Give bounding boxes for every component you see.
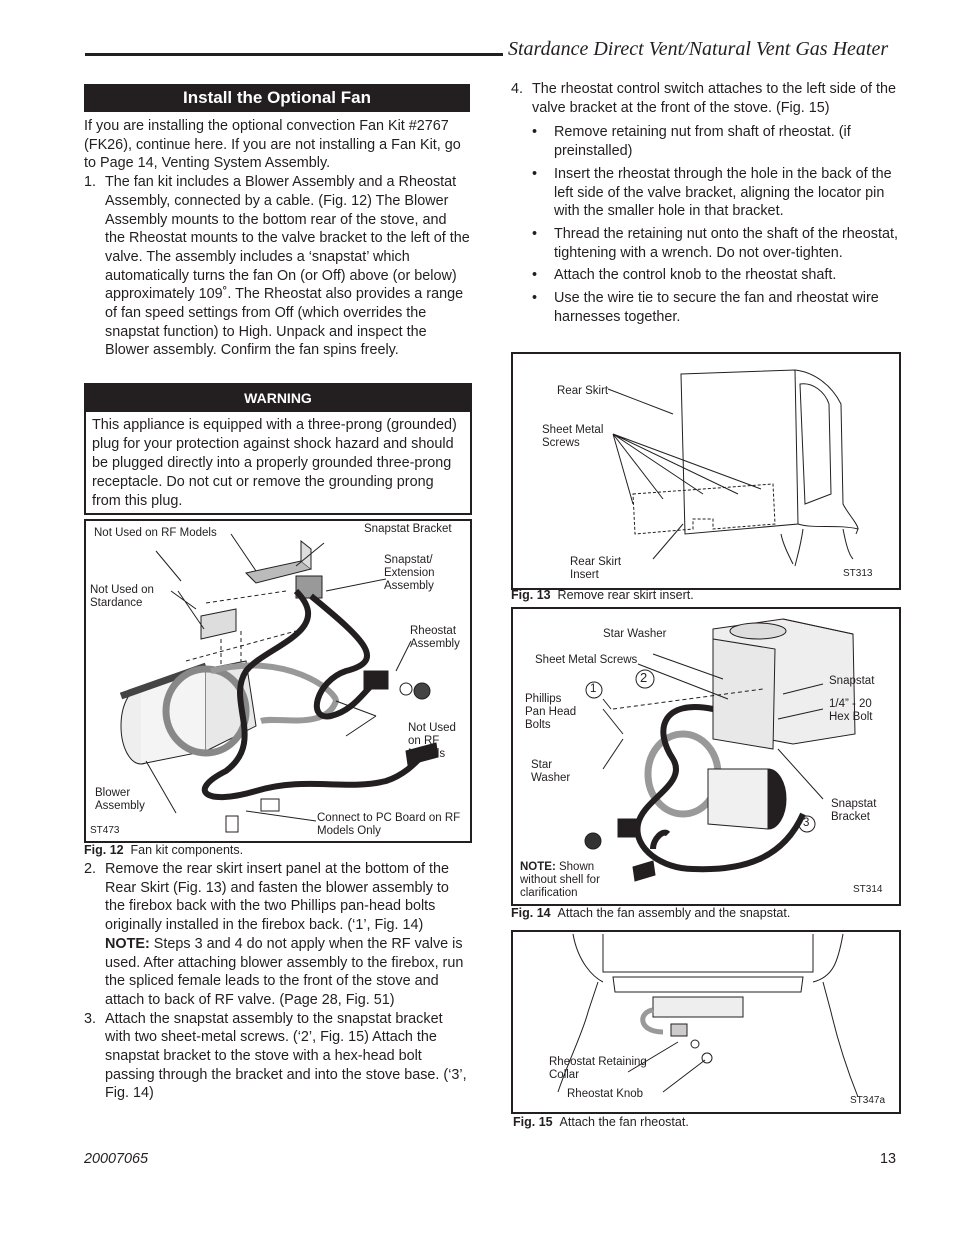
figure-14-caption — [511, 906, 790, 920]
intro-text: If you are installing the optional convection Fan Kit #2767 (FK26), continue here. If you are not installing a Fan Kit, go to Page 14, Venting System Assembly. — [84, 118, 461, 172]
bullet: • — [532, 124, 538, 141]
label-rheostat-assembly: Rheostat Assembly — [410, 625, 460, 650]
step-number: 4. — [511, 81, 524, 97]
label-retaining-collar: Rheostat Retaining Collar — [549, 1056, 647, 1081]
figure-13-rear-skirt — [511, 352, 901, 590]
list-item — [511, 225, 901, 262]
figure-15-caption — [513, 1115, 689, 1129]
list-item — [511, 289, 901, 326]
caption-text: Attach the fan assembly and the snapstat. — [557, 906, 791, 920]
label-not-used-stardance: Not Used on Stardance — [90, 584, 154, 609]
caption-text: Fan kit components. — [130, 843, 244, 857]
label-hex-bolt: 1/4” - 20 Hex Bolt — [829, 698, 873, 723]
step-number: 1. — [84, 174, 97, 191]
step-text: The fan kit includes a Blower Assembly and a Rheostat Assembly, connected by a cable. (Fig. 12) The Blower Assembly mounts to the bottom rear of the stove, and the Rheostat mounts to the valve bracket to the left of the valve. The assembly includes a ‘snapstat’ which automatically turns the fan On (or Off) above (or below) approximately 109˚. The Rheostat also provides a range of fan speed settings from Off (which overrides the snapstat function) to High. Unpack and inspect the Blower assembly. Confirm the fan spins freely. — [105, 174, 470, 359]
caption-number: Fig. 13 — [511, 588, 551, 602]
label-note — [520, 861, 620, 900]
label-connect-pc-board: Connect to PC Board on RF Models Only — [317, 812, 461, 837]
step-text: Remove the rear skirt insert panel at the bottom of the Rear Skirt (Fig. 13) and fasten the blower assembly to the firebox back with the two Phillips pan-head bolts originally installed in the firebox back. (‘1’, Fig. 14) — [105, 861, 449, 934]
bullet: • — [532, 267, 538, 284]
caption-number: Fig. 14 — [511, 906, 551, 920]
label-snapstat-extension: Snapstat/ Extension Assembly — [384, 554, 435, 592]
figure-12-fan-kit — [84, 519, 472, 843]
step-number: 3. — [84, 1010, 97, 1027]
step-number: 2. — [84, 861, 97, 877]
figure-code: ST314 — [853, 884, 883, 895]
caption-text: Attach the fan rheostat. — [559, 1115, 689, 1129]
label-sheet-metal-screws: Sheet Metal Screws — [535, 654, 638, 666]
callout-3: 3 — [803, 817, 810, 829]
bullet-text: Use the wire tie to secure the fan and rheostat wire harnesses together. — [554, 290, 879, 325]
label-star-washer-2: Star Washer — [531, 759, 571, 784]
figure-code: ST347a — [850, 1095, 886, 1106]
label-not-used-rf: Not Used on RF Models — [94, 527, 217, 539]
note-label: NOTE: — [105, 935, 150, 952]
warning-text: This appliance is equipped with a three-prong (grounded) plug for your protection against shock hazard and should be plugged directly into a properly grounded three-prong receptacle. Do not cut or remove the grounding prong from this plug. — [92, 417, 457, 509]
step-4-text-block — [511, 80, 901, 117]
label-phillips-bolts: Phillips Pan Head Bolts — [525, 693, 577, 731]
list-item — [511, 266, 901, 285]
caption-text: Remove rear skirt insert. — [557, 588, 694, 602]
bullet: • — [532, 225, 538, 242]
figure-15-rheostat — [511, 930, 901, 1114]
list-item — [511, 123, 901, 160]
label-not-used-rf-models: Not Used on RF Models — [408, 722, 456, 760]
steps-2-3 — [84, 860, 470, 1103]
figure-code: ST473 — [90, 825, 120, 836]
bullet-list — [511, 123, 901, 326]
label-star-washer: Star Washer — [603, 628, 667, 640]
label-sheet-metal-screws: Sheet Metal Screws — [542, 424, 604, 449]
rheostat-illustration — [513, 932, 899, 1112]
label-snapstat-bracket: Snapstat Bracket — [364, 523, 452, 535]
bullet-text: Attach the control knob to the rheostat shaft. — [554, 267, 837, 284]
figure-13-caption — [511, 588, 694, 602]
label-blower-assembly: Blower Assembly — [95, 787, 145, 812]
bullet: • — [532, 290, 538, 307]
label-rheostat-knob: Rheostat Knob — [567, 1088, 644, 1100]
figure-code: ST313 — [843, 568, 873, 579]
figure-14-fan-snapstat — [511, 607, 901, 906]
label-snapstat: Snapstat — [829, 675, 875, 687]
note-text: Steps 3 and 4 do not apply when the RF valve is used. After attaching blower assembly to the firebox, run the spliced female leads to the front of the stove and attach to back of RF valve. (Page 28, Fig. 51) — [105, 935, 464, 1008]
step-4 — [511, 80, 901, 330]
caption-number: Fig. 15 — [513, 1115, 553, 1129]
note-text: Shown without shell for clarification — [520, 861, 600, 899]
document-number: 20007065 — [84, 1151, 149, 1167]
warning-title: WARNING — [86, 385, 470, 412]
note-label: NOTE: — [520, 861, 556, 873]
figure-12-caption — [84, 843, 243, 857]
page-header-title: Stardance Direct Vent/Natural Vent Gas Heater — [508, 38, 889, 60]
label-rear-skirt-insert: Rear Skirt Insert — [570, 556, 622, 581]
page-number: 13 — [880, 1151, 897, 1167]
bullet: • — [532, 165, 538, 182]
section-title: Install the Optional Fan — [84, 84, 470, 112]
header-rule — [85, 53, 503, 56]
callout-1: 1 — [590, 683, 597, 695]
bullet-text: Remove retaining nut from shaft of rheostat. (if preinstalled) — [554, 124, 851, 160]
intro-block — [84, 117, 470, 360]
list-item — [511, 165, 901, 221]
bullet-text: Thread the retaining nut onto the shaft of the rheostat, tightening with a wrench. Do not over-tighten. — [554, 225, 899, 261]
step-1 — [84, 173, 470, 360]
label-rear-skirt: Rear Skirt — [557, 385, 609, 397]
caption-number: Fig. 12 — [84, 843, 124, 857]
callout-2: 2 — [640, 670, 648, 685]
warning-box — [84, 383, 472, 515]
step-2 — [84, 860, 470, 1010]
step-3 — [84, 1010, 470, 1104]
bullet-text: Insert the rheostat through the hole in the back of the left side of the valve bracket, aligning the locator pin with the smaller hole in that bracket. — [554, 165, 892, 220]
step-text: The rheostat control switch attaches to the left side of the valve bracket at the front of the stove. (Fig. 15) — [532, 81, 896, 116]
step-text: Attach the snapstat assembly to the snapstat bracket with two sheet-metal screws. (‘2’, Fig. 15) Attach the snapstat bracket to the stove with a hex-head bolt passing through the bracket and into the stove base. (‘3’, Fig. 14) — [105, 1010, 467, 1102]
label-snapstat-bracket: Snapstat Bracket — [831, 798, 877, 823]
